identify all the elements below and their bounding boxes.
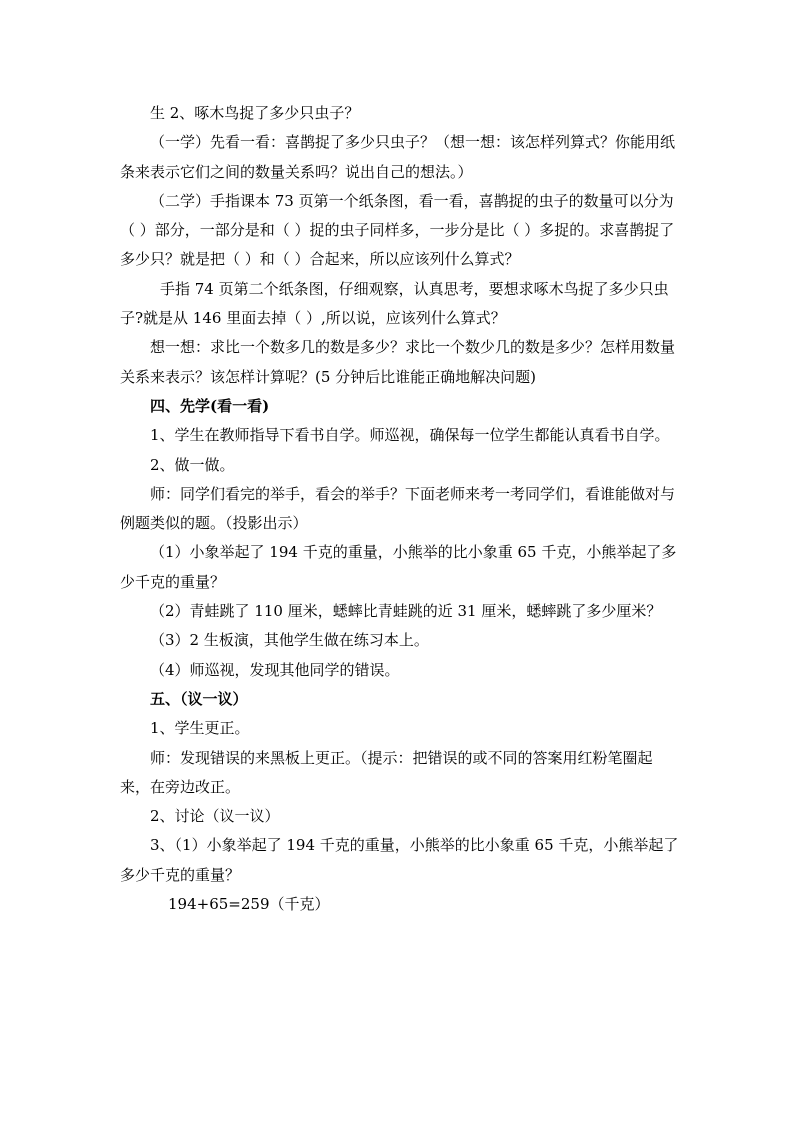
paragraph-study-2: （二学）手指课本 73 页第一个纸条图，看一看，喜鹊捉的虫子的数量可以分为（ ）部分，一部分是和（ ）捉的虫子同样多，一步分是比（ ）多捉的。求喜鹊捉了多少只？就是把（ ）和（ ）合起来，所以应该列什么算式？ bbox=[120, 191, 675, 269]
section-heading-4: 四、先学(看一看) bbox=[150, 396, 270, 415]
exercise-2: （2）青蛙跳了 110 厘米，蟋蟀比青蛙跳的近 31 厘米，蟋蟀跳了多少厘米？ bbox=[150, 602, 662, 621]
paragraph-think: 想一想：求比一个数多几的数是多少？求比一个数少几的数是多少？怎样用数量关系来表示？该怎样计算呢？(5 分钟后比谁能正确地解决问题) bbox=[120, 338, 676, 386]
paragraph-s5-1: 1、学生更正。 bbox=[150, 719, 250, 738]
paragraph-study-3: 手指 74 页第二个纸条图，仔细观察，认真思考，要想求啄木鸟捉了多少只虫子?就是从 146 里面去掉（ ）,所以说，应该列什么算式？ bbox=[120, 279, 669, 328]
paragraph-s5-teacher: 师：发现错误的来黑板上更正。（提示：把错误的或不同的答案用红粉笔圈起来，在旁边改正。 bbox=[120, 748, 653, 796]
paragraph-s5-3: 3、（1）小象举起了 194 千克的重量，小熊举的比小象重 65 千克，小熊举起了多少千克的重量？ bbox=[120, 836, 679, 884]
paragraph-s4-2: 2、做一做。 bbox=[150, 455, 235, 474]
paragraph-s5-2: 2、讨论（议一议） bbox=[150, 807, 280, 826]
paragraph-q2-title: 生 2、啄木鸟捉了多少只虫子？ bbox=[150, 104, 360, 122]
exercise-1: （1）小象举起了 194 千克的重量，小熊举的比小象重 65 千克，小熊举起了多少千克的重量？ bbox=[120, 543, 677, 591]
document-body bbox=[120, 99, 680, 919]
paragraph-s4-1: 1、学生在教师指导下看书自学。师巡视，确保每一位学生都能认真看书自学。 bbox=[150, 426, 670, 445]
equation-line: 194+65=259（千克） bbox=[168, 895, 330, 914]
section-heading-5: 五、（议一议） bbox=[150, 689, 248, 708]
paragraph-s4-teacher: 师：同学们看完的举手，看会的举手？下面老师来考一考同学们，看谁能做对与例题类似的题。（投影出示） bbox=[120, 484, 676, 533]
exercise-3: （3）2 生板演，其他学生做在练习本上。 bbox=[150, 631, 429, 650]
paragraph-study-1: （一学）先看一看：喜鹊捉了多少只虫子？（想一想：该怎样列算式？你能用纸条来表示它们之间的数量关系吗？说出自己的想法。） bbox=[120, 133, 676, 181]
exercise-4: （4）师巡视，发现其他同学的错误。 bbox=[150, 660, 400, 679]
